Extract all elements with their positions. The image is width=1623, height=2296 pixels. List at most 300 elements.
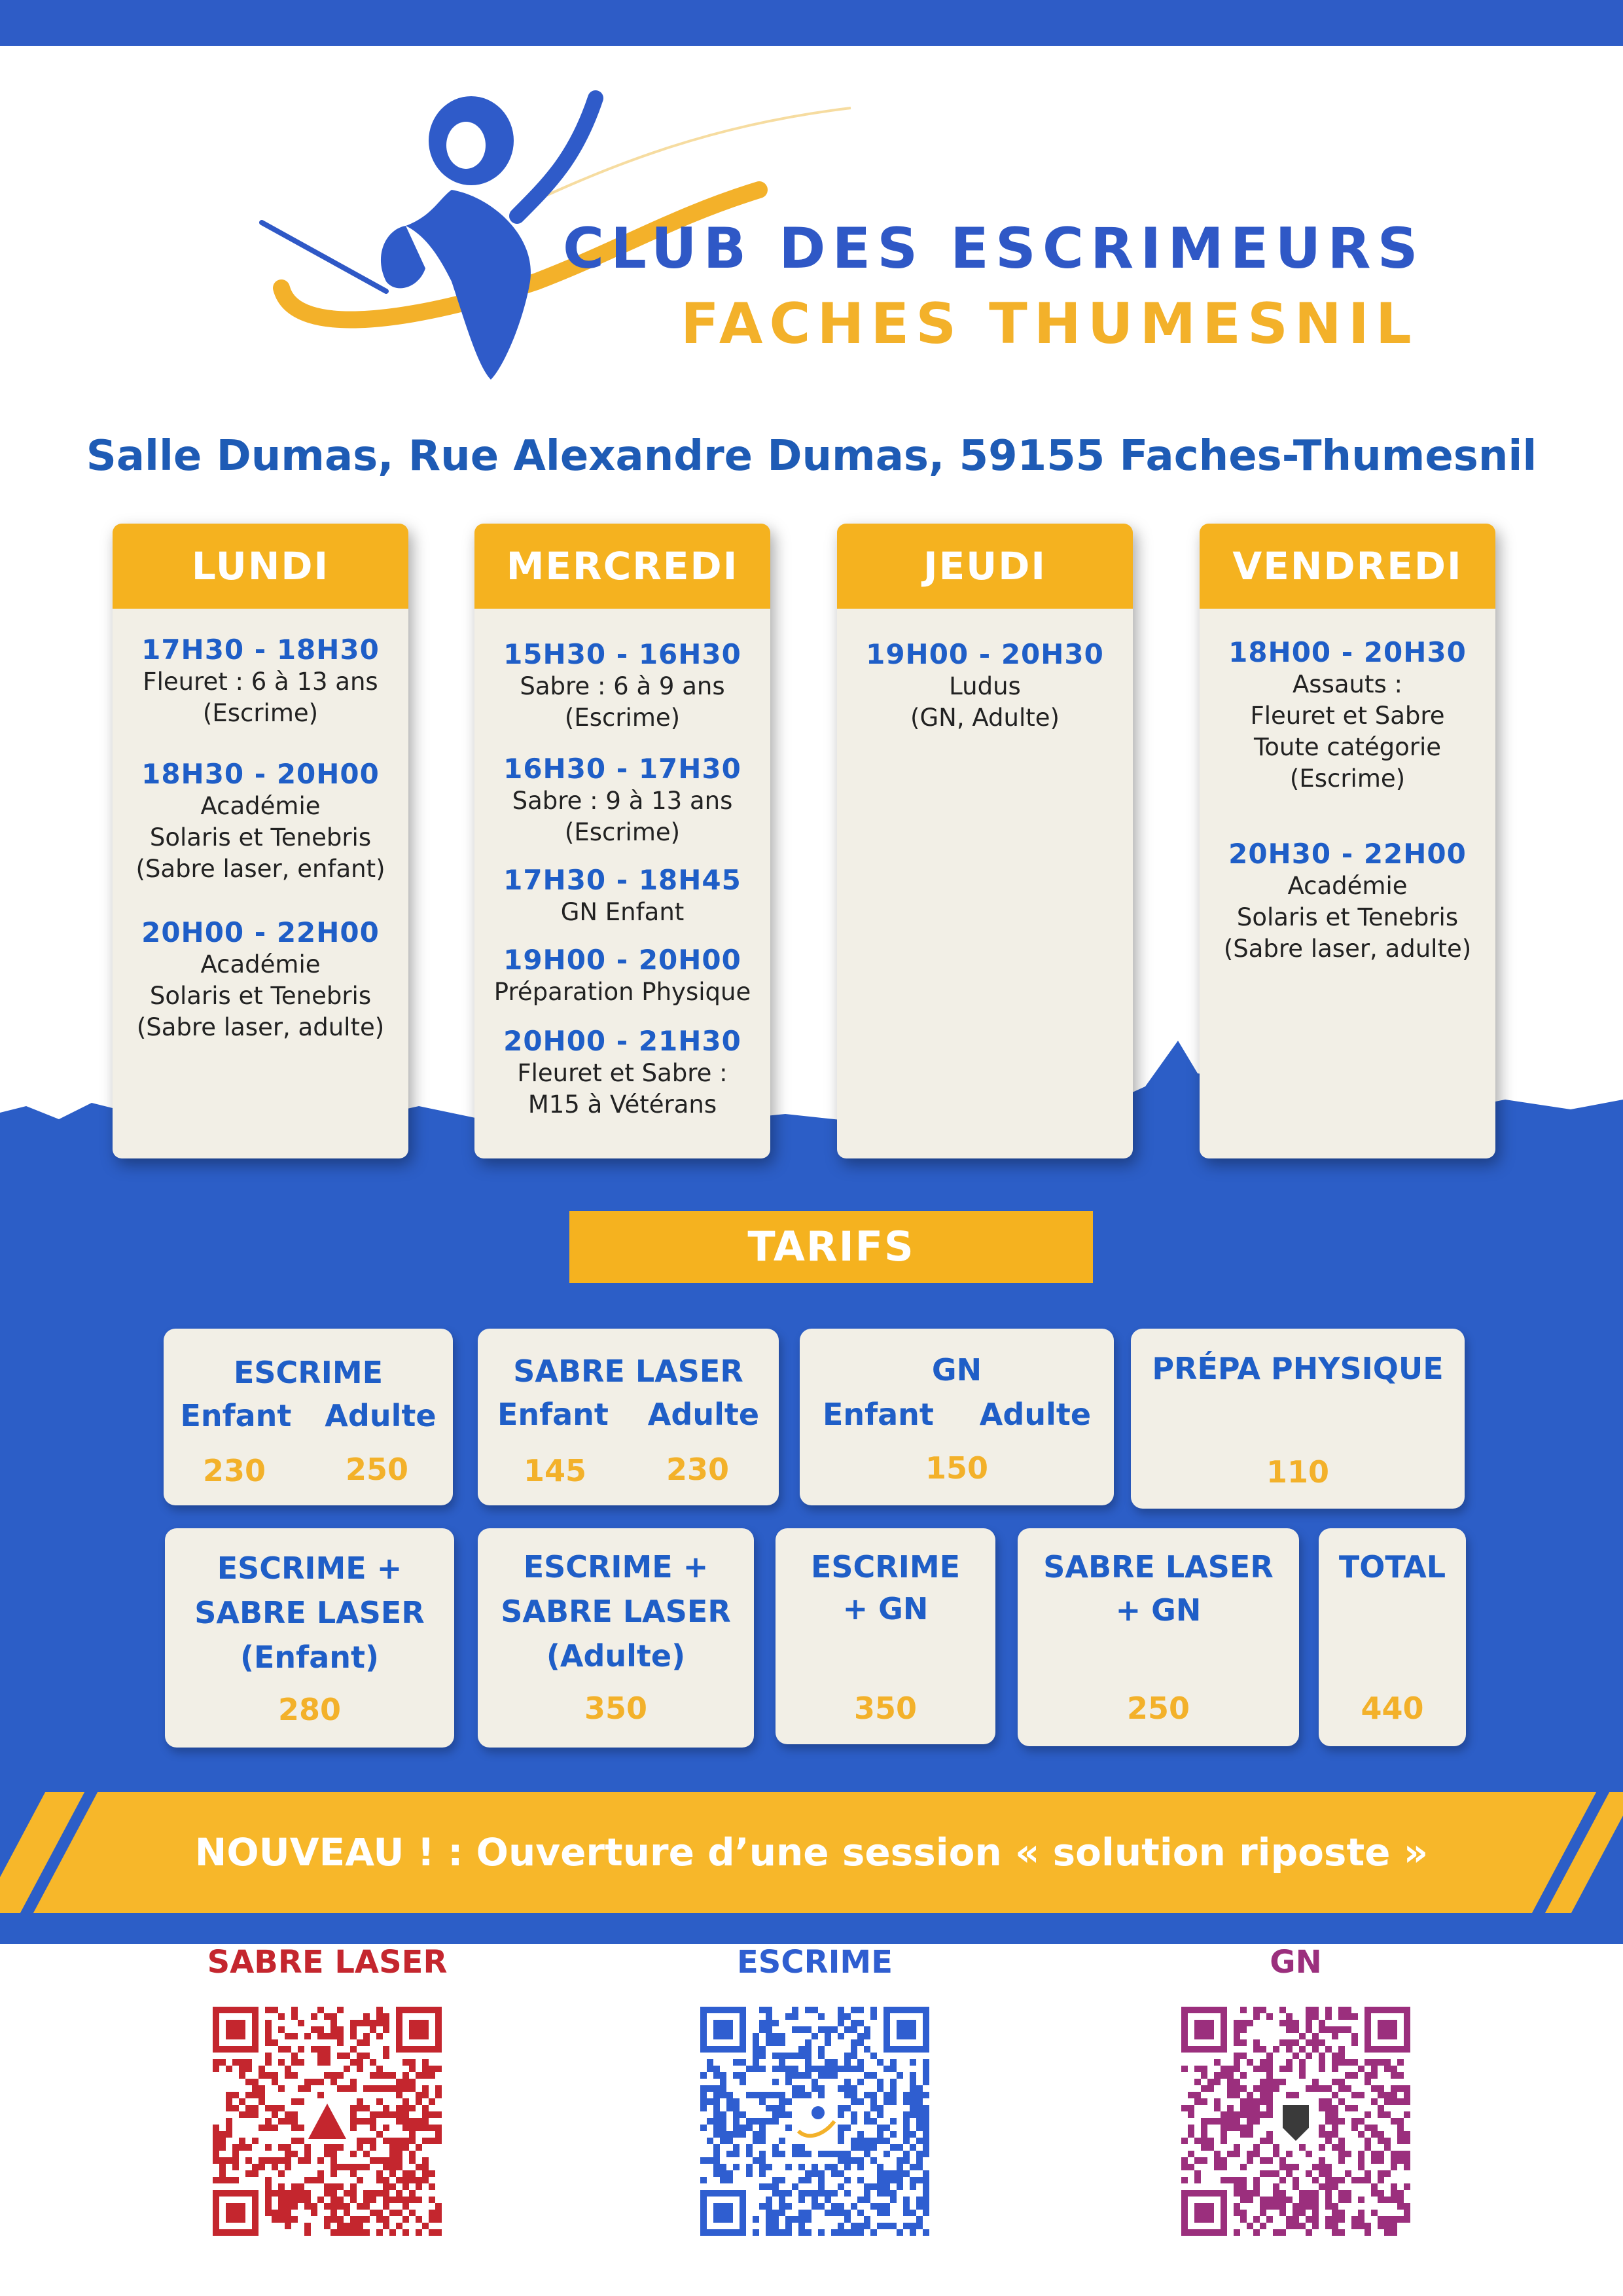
qr-module <box>1227 2079 1234 2085</box>
qr-module <box>363 2013 370 2020</box>
qr-module <box>265 2183 272 2190</box>
qr-module <box>435 2138 442 2144</box>
qr-code-escrime[interactable] <box>700 2007 929 2236</box>
qr-module <box>753 2216 759 2223</box>
qr-module <box>831 2229 838 2236</box>
qr-module <box>851 2039 857 2046</box>
qr-module <box>1299 2197 1306 2203</box>
qr-module <box>1293 2039 1299 2046</box>
qr-module <box>1312 2177 1319 2183</box>
qr-module <box>422 2177 429 2183</box>
qr-module <box>396 2223 402 2229</box>
qr-module <box>713 2092 720 2098</box>
qr-module <box>1404 2216 1410 2223</box>
qr-module <box>1358 2216 1364 2223</box>
qr-module <box>389 2072 396 2079</box>
qr-module <box>291 2203 298 2210</box>
qr-module <box>792 2066 798 2072</box>
qr-module <box>1234 2144 1240 2151</box>
qr-module <box>844 2190 851 2197</box>
qr-module <box>864 2216 870 2223</box>
qr-module <box>818 2046 825 2053</box>
qr-module <box>844 2151 851 2157</box>
qr-module <box>923 2072 929 2079</box>
qr-module <box>265 2157 272 2164</box>
qr-module <box>1338 2046 1345 2053</box>
qr-module <box>1325 2170 1332 2177</box>
qr-module <box>298 2197 304 2203</box>
qr-module <box>740 2111 746 2118</box>
qr-module <box>1351 2223 1358 2229</box>
qr-module <box>376 2210 383 2216</box>
qr-module <box>890 2177 897 2183</box>
qr-module <box>1358 2177 1364 2183</box>
qr-module <box>1293 2216 1299 2223</box>
qr-module <box>435 2111 442 2118</box>
qr-module <box>746 2151 753 2157</box>
tile-title: PRÉPA PHYSIQUE <box>1152 1351 1444 1386</box>
qr-module <box>1266 2013 1273 2020</box>
qr-module <box>265 2072 272 2079</box>
qr-module <box>1273 2183 1279 2190</box>
qr-module <box>1247 2098 1253 2105</box>
qr-module <box>1207 2079 1214 2085</box>
qr-module <box>798 2144 805 2151</box>
qr-module <box>707 2138 713 2144</box>
qr-module <box>317 2177 324 2183</box>
qr-module <box>1325 2046 1332 2053</box>
qr-module <box>330 2229 337 2236</box>
qr-code-gn[interactable] <box>1181 2007 1410 2236</box>
qr-module <box>1358 2118 1364 2125</box>
qr-module <box>1338 2151 1345 2157</box>
qr-module <box>798 2190 805 2197</box>
qr-module <box>1253 2098 1260 2105</box>
qr-module <box>376 2085 383 2092</box>
qr-sabre-laser[interactable] <box>196 1944 458 2236</box>
qr-module <box>923 2210 929 2216</box>
qr-module <box>772 2105 779 2111</box>
qr-module <box>916 2197 923 2203</box>
qr-module <box>1351 2092 1358 2098</box>
qr-module <box>870 2007 877 2013</box>
qr-module <box>350 2170 357 2177</box>
qr-module <box>1345 2170 1351 2177</box>
qr-code-sabre-laser[interactable] <box>213 2007 442 2236</box>
qr-module <box>265 2144 272 2151</box>
qr-module <box>435 2210 442 2216</box>
qr-module <box>713 2157 720 2164</box>
qr-module <box>1266 2157 1273 2164</box>
qr-module <box>1214 2164 1221 2170</box>
qr-module <box>285 2111 291 2118</box>
qr-module <box>1266 2085 1273 2092</box>
qr-module <box>779 2197 785 2203</box>
qr-module <box>1397 2072 1404 2079</box>
qr-module <box>923 2177 929 2183</box>
qr-module <box>1234 2190 1240 2197</box>
qr-module <box>713 2170 720 2177</box>
qr-module <box>759 2170 766 2177</box>
qr-module <box>435 2229 442 2236</box>
slot-time: 15H30 - 16H30 <box>503 638 741 670</box>
qr-module <box>818 2053 825 2059</box>
qr-module <box>291 2118 298 2125</box>
qr-module <box>1273 2151 1279 2157</box>
qr-module <box>1397 2085 1404 2092</box>
qr-module <box>785 2164 792 2170</box>
slot-line: (Escrime) <box>202 699 319 727</box>
qr-module <box>1384 2098 1391 2105</box>
qr-module <box>1221 2164 1227 2170</box>
qr-module <box>897 2229 903 2236</box>
qr-module <box>707 2059 713 2066</box>
qr-module <box>713 2098 720 2105</box>
qr-module <box>304 2144 311 2151</box>
qr-module <box>1404 2098 1410 2105</box>
qr-module <box>291 2197 298 2203</box>
qr-module <box>759 2118 766 2125</box>
tile-line: SABRE LASER <box>1043 1549 1274 1585</box>
qr-module <box>916 2216 923 2223</box>
qr-module <box>363 2138 370 2144</box>
qr-module <box>278 2210 285 2216</box>
qr-module <box>1306 2197 1312 2203</box>
qr-module <box>1306 2007 1312 2013</box>
qr-module <box>818 2085 825 2092</box>
qr-module <box>864 2151 870 2157</box>
qr-module <box>916 2111 923 2118</box>
tile-title: ESCRIME <box>233 1355 383 1390</box>
qr-module <box>304 2190 311 2197</box>
slot-line: Solaris et Tenebris <box>149 823 372 852</box>
qr-gn[interactable] <box>1165 1944 1427 2236</box>
qr-module <box>825 2059 831 2066</box>
qr-module <box>844 2053 851 2059</box>
qr-module <box>759 2183 766 2190</box>
time-slot <box>474 1025 770 1121</box>
qr-module <box>910 2164 916 2170</box>
qr-module <box>897 2170 903 2177</box>
qr-module <box>304 2177 311 2183</box>
tile-line: + GN <box>1115 1592 1202 1628</box>
qr-module <box>409 2118 416 2125</box>
qr-module <box>870 2105 877 2111</box>
qr-module <box>298 2157 304 2164</box>
qr-module <box>311 2177 317 2183</box>
qr-module <box>805 2151 812 2157</box>
qr-module <box>357 2138 363 2144</box>
qr-module <box>1338 2177 1345 2183</box>
qr-module <box>1240 2210 1247 2216</box>
qr-module <box>402 2111 409 2118</box>
qr-module <box>759 2098 766 2105</box>
price-value: 150 <box>925 1450 989 1486</box>
qr-module <box>798 2229 805 2236</box>
qr-module <box>1234 2151 1240 2157</box>
qr-module <box>402 2072 409 2079</box>
qr-module <box>812 2033 818 2039</box>
qr-module <box>805 2053 812 2059</box>
qr-module <box>726 2177 733 2183</box>
qr-module <box>1240 2007 1247 2013</box>
qr-module <box>272 2105 278 2111</box>
qr-module <box>831 2059 838 2066</box>
qr-module <box>1240 2183 1247 2190</box>
qr-module <box>713 2072 720 2079</box>
qr-module <box>1384 2216 1391 2223</box>
qr-module <box>864 2092 870 2098</box>
qr-module <box>389 2151 396 2157</box>
qr-module <box>429 2229 435 2236</box>
qr-module <box>402 2059 409 2066</box>
qr-module <box>1378 2216 1384 2223</box>
qr-module <box>1247 2190 1253 2197</box>
qr-module <box>1404 2164 1410 2170</box>
qr-module <box>733 2072 740 2079</box>
qr-module <box>1201 2118 1207 2125</box>
qr-module <box>1364 2111 1371 2118</box>
qr-module <box>1319 2066 1325 2072</box>
qr-module <box>402 2098 409 2105</box>
slot-line: Toute catégorie <box>1253 733 1442 761</box>
qr-module <box>330 2190 337 2197</box>
qr-module <box>291 2007 298 2013</box>
qr-module <box>285 2203 291 2210</box>
qr-module <box>422 2066 429 2072</box>
qr-module <box>838 2066 844 2072</box>
price-tile-escrime-sabre-adulte <box>478 1528 754 1748</box>
qr-module <box>740 2125 746 2131</box>
qr-module <box>1332 2118 1338 2125</box>
qr-module <box>422 2164 429 2170</box>
qr-module <box>213 2066 219 2072</box>
qr-module <box>877 2223 883 2229</box>
qr-escrime[interactable] <box>684 1944 946 2236</box>
qr-module <box>766 2183 772 2190</box>
qr-module <box>1273 2144 1279 2151</box>
qr-module <box>259 2092 265 2098</box>
qr-module <box>409 2105 416 2111</box>
qr-module <box>825 2190 831 2197</box>
qr-module <box>923 2229 929 2236</box>
qr-module <box>291 2138 298 2144</box>
qr-module <box>1312 2190 1319 2197</box>
qr-module <box>1364 2144 1371 2151</box>
qr-module <box>1325 2111 1332 2118</box>
qr-module <box>825 2039 831 2046</box>
qr-module <box>363 2053 370 2059</box>
qr-module <box>245 2105 252 2111</box>
qr-module <box>219 2177 226 2183</box>
qr-module <box>726 2105 733 2111</box>
qr-module <box>324 2013 330 2020</box>
qr-module <box>1404 2157 1410 2164</box>
qr-module <box>720 2092 726 2098</box>
qr-module <box>1253 2183 1260 2190</box>
qr-module <box>422 2085 429 2092</box>
qr-module <box>1273 2197 1279 2203</box>
qr-module <box>916 2118 923 2125</box>
qr-module <box>1351 2059 1358 2066</box>
qr-module <box>1391 2098 1397 2105</box>
qr-module <box>1273 2170 1279 2177</box>
qr-module <box>265 2190 272 2197</box>
qr-module <box>389 2229 396 2236</box>
qr-module <box>265 2059 272 2066</box>
qr-module <box>838 2105 844 2111</box>
qr-module <box>883 2138 890 2144</box>
qr-module <box>812 2164 818 2170</box>
qr-module <box>779 2111 785 2118</box>
qr-module <box>726 2151 733 2157</box>
qr-module <box>1221 2157 1227 2164</box>
qr-module <box>792 2026 798 2033</box>
qr-module <box>383 2125 389 2131</box>
qr-module <box>812 2066 818 2072</box>
qr-module <box>844 2079 851 2085</box>
qr-module <box>1234 2210 1240 2216</box>
qr-module <box>772 2183 779 2190</box>
qr-module <box>1378 2151 1384 2157</box>
qr-module <box>1351 2105 1358 2111</box>
qr-module <box>363 2020 370 2026</box>
qr-module <box>1240 2105 1247 2111</box>
qr-module <box>226 2157 232 2164</box>
qr-module <box>720 2079 726 2085</box>
qr-module <box>370 2111 376 2118</box>
qr-module <box>1221 2138 1227 2144</box>
adulte-label: Adulte <box>325 1398 437 1433</box>
qr-module <box>1306 2020 1312 2026</box>
qr-module <box>805 2046 812 2053</box>
qr-module <box>1260 2092 1266 2098</box>
qr-module <box>897 2157 903 2164</box>
qr-module <box>1325 2203 1332 2210</box>
qr-module <box>897 2183 903 2190</box>
qr-module <box>785 2229 792 2236</box>
qr-module <box>383 2190 389 2197</box>
qr-module <box>890 2066 897 2072</box>
qr-module <box>877 2111 883 2118</box>
qr-module <box>1234 2079 1240 2085</box>
qr-module <box>851 2046 857 2053</box>
qr-module <box>1234 2177 1240 2183</box>
qr-module <box>1378 2138 1384 2144</box>
qr-module <box>1279 2190 1286 2197</box>
qr-module <box>298 2138 304 2144</box>
qr-module <box>422 2072 429 2079</box>
qr-module <box>883 2066 890 2072</box>
qr-module <box>1306 2013 1312 2020</box>
qr-module <box>1214 2079 1221 2085</box>
qr-module <box>265 2125 272 2131</box>
qr-module <box>311 2046 317 2053</box>
qr-module <box>1240 2026 1247 2033</box>
qr-module <box>416 2177 422 2183</box>
qr-module <box>1345 2190 1351 2197</box>
qr-module <box>1391 2190 1397 2197</box>
qr-module <box>1351 2039 1358 2046</box>
qr-module <box>792 2216 798 2223</box>
qr-module <box>389 2138 396 2144</box>
qr-module <box>317 2079 324 2085</box>
qr-module <box>435 2131 442 2138</box>
qr-module <box>916 2164 923 2170</box>
qr-module <box>337 2026 344 2033</box>
qr-module <box>245 2066 252 2072</box>
qr-module <box>1234 2059 1240 2066</box>
qr-module <box>409 2066 416 2072</box>
qr-module <box>792 2072 798 2079</box>
qr-module <box>1319 2170 1325 2177</box>
qr-module <box>910 2144 916 2151</box>
qr-module <box>1221 2131 1227 2138</box>
qr-module <box>812 2170 818 2177</box>
qr-module <box>864 2223 870 2229</box>
qr-module <box>857 2098 864 2105</box>
qr-module <box>805 2066 812 2072</box>
slot-line: (GN, Adulte) <box>910 704 1060 732</box>
qr-module <box>304 2203 311 2210</box>
qr-module <box>707 2098 713 2105</box>
qr-module <box>1266 2098 1273 2105</box>
qr-module <box>350 2164 357 2170</box>
qr-module <box>383 2216 389 2223</box>
slot-line: Sabre : 9 à 13 ans <box>512 787 733 815</box>
qr-module <box>1234 2183 1240 2190</box>
qr-module <box>1391 2092 1397 2098</box>
qr-module <box>416 2092 422 2098</box>
qr-module <box>376 2177 383 2183</box>
qr-module <box>311 2026 317 2033</box>
qr-module <box>1332 2216 1338 2223</box>
qr-module <box>792 2013 798 2020</box>
qr-module <box>1319 2183 1325 2190</box>
qr-module <box>337 2144 344 2151</box>
qr-module <box>324 2033 330 2039</box>
qr-module <box>864 2118 870 2125</box>
qr-module <box>330 2157 337 2164</box>
price-value: 110 <box>1266 1454 1330 1490</box>
qr-module <box>733 2111 740 2118</box>
qr-module <box>844 2164 851 2170</box>
qr-module <box>311 2013 317 2020</box>
qr-module <box>1221 2177 1227 2183</box>
qr-module <box>1286 2223 1293 2229</box>
qr-module <box>720 2118 726 2125</box>
qr-module <box>1286 2216 1293 2223</box>
qr-module <box>1247 2105 1253 2111</box>
tile-line: ESCRIME + <box>217 1551 402 1586</box>
qr-module <box>409 2085 416 2092</box>
qr-module <box>330 2033 337 2039</box>
qr-module <box>1293 2164 1299 2170</box>
qr-module <box>350 2079 357 2085</box>
qr-module <box>825 2072 831 2079</box>
qr-module <box>864 2026 870 2033</box>
qr-module <box>1234 2053 1240 2059</box>
qr-module <box>857 2066 864 2072</box>
qr-module <box>350 2197 357 2203</box>
qr-module <box>265 2039 272 2046</box>
qr-module <box>376 2111 383 2118</box>
slot-line: GN Enfant <box>560 898 685 926</box>
qr-module <box>772 2020 779 2026</box>
qr-module <box>916 2138 923 2144</box>
slot-time: 17H30 - 18H30 <box>141 634 380 666</box>
qr-module <box>330 2026 337 2033</box>
